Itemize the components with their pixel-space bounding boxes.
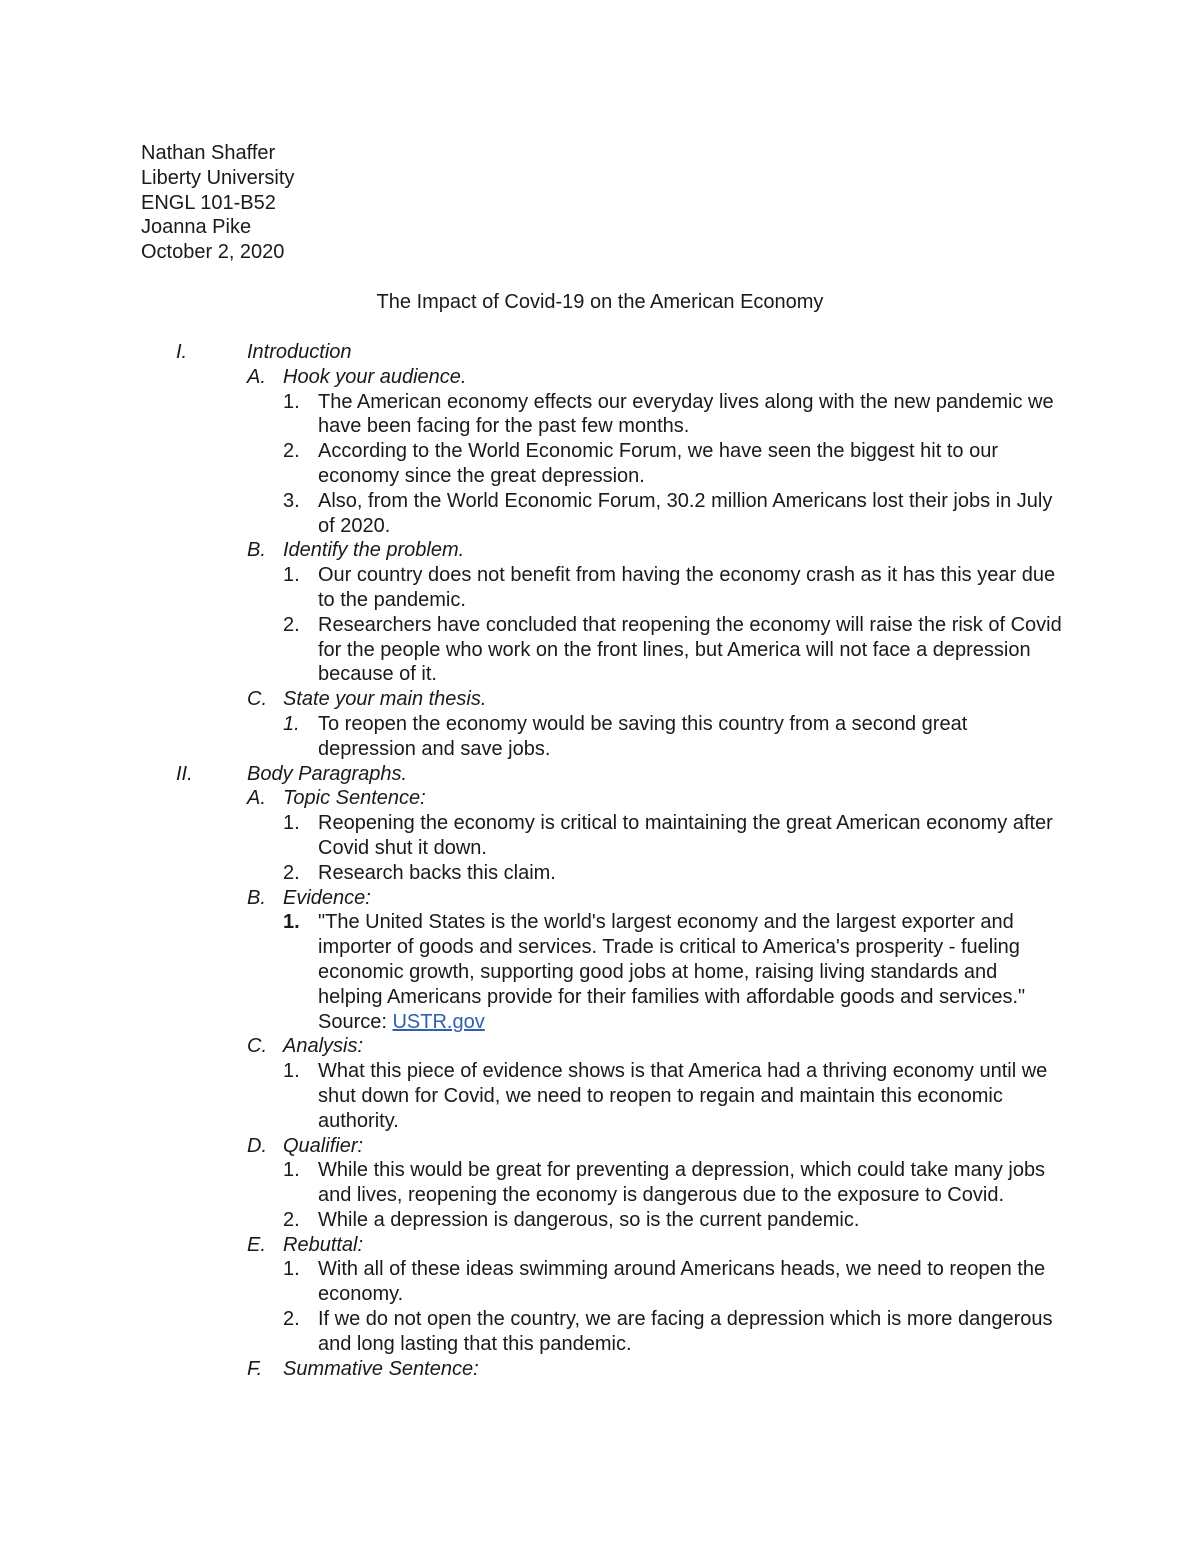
outline-marker: 1. [283,564,300,587]
outline-subsection [0,1357,1200,1382]
outline-subsection [0,786,1200,811]
outline-item [0,1059,1200,1133]
outline-item [0,1257,1200,1307]
outline-subheading: Analysis: [283,1035,364,1058]
outline-marker: E. [247,1233,266,1256]
outline-marker: 2. [283,613,300,636]
outline-subheading: Rebuttal: [283,1233,364,1256]
outline-item [0,1208,1200,1233]
outline-marker: I. [176,341,188,363]
outline-marker: B. [247,539,266,562]
document-title: The Impact of Covid-19 on the American Economy [376,291,824,313]
outline-item [0,1158,1200,1208]
source-link[interactable]: USTR.gov [392,1010,485,1033]
outline-item [0,910,1200,1034]
outline-marker: 1. [283,1159,300,1182]
outline-marker: 1. [283,712,300,735]
outline-item [0,439,1200,489]
outline-subheading: Qualifier: [283,1134,364,1157]
outline-item-text: The American economy effects our everyday lives along with the new pandemic we have been facing for the past few months. [318,390,1054,438]
outline-subsection [0,365,1200,390]
outline-marker: C. [247,688,267,711]
outline-item-text: Our country does not benefit from having the economy crash as it has this year due to the pandemic. [318,564,1056,611]
evidence-quote: "The United States is the world's largest economy and the largest exporter and importer of goods and services. Trade is critical to America's prosperity - fueling economic growth, supporting good jobs at home, raising living standards and helping Americans provide for their families with affordable goods and services." Source: [318,911,1026,1033]
outline-item [0,861,1200,886]
outline-heading: Body Paragraphs. [247,762,408,785]
outline-subsection [0,1134,1200,1159]
outline-marker: C. [247,1035,267,1058]
outline-item-text: While a depression is dangerous, so is the current pandemic. [318,1208,860,1231]
outline-marker: 3. [283,489,300,512]
outline-item-text: What this piece of evidence shows is that America had a thriving economy until we shut down for Covid, we need to reopen to regain and maintain this economic authority. [318,1060,1048,1132]
outline-item [0,712,1200,762]
outline [0,340,1200,1381]
outline-item-text: If we do not open the country, we are facing a depression which is more dangerous and long lasting that this pandemic. [318,1308,1053,1355]
author-name: Nathan Shaffer [141,142,276,164]
outline-item-text: Research backs this claim. [318,861,556,884]
outline-item [0,390,1200,440]
outline-marker: A. [247,787,266,810]
heading-block [141,141,294,265]
outline-section-introduction [0,340,1200,365]
outline-item [0,811,1200,861]
outline-item [0,489,1200,539]
outline-marker: 1. [283,911,300,934]
school-name: Liberty University [141,166,295,189]
outline-marker: 1. [283,390,300,413]
outline-marker: 2. [283,861,300,884]
outline-item-text [318,910,1063,1034]
outline-heading: Introduction [247,341,352,363]
outline-item-text: Reopening the economy is critical to maintaining the great American economy after Covid shut it down. [318,812,1053,859]
outline-subheading: Topic Sentence: [283,787,426,810]
outline-subsection [0,1233,1200,1258]
outline-item-text: With all of these ideas swimming around Americans heads, we need to reopen the economy. [318,1258,1046,1306]
outline-item-text: Also, from the World Economic Forum, 30.2 million Americans lost their jobs in July of 2020. [318,489,1053,537]
outline-marker: 1. [283,812,300,835]
outline-item-text: According to the World Economic Forum, we have seen the biggest hit to our economy since the great depression. [318,440,998,487]
outline-subheading: Evidence: [283,886,371,909]
outline-item [0,613,1200,687]
outline-section-body [0,762,1200,787]
outline-marker: 2. [283,1308,300,1331]
instructor-name: Joanna Pike [141,216,252,239]
outline-marker: 1. [283,1060,300,1083]
outline-item-text: Researchers have concluded that reopening the economy will raise the risk of Covid for the people who work on the front lines, but America will not face a depression because of it. [318,613,1062,686]
outline-subheading: Identify the problem. [283,539,465,562]
outline-subheading: Summative Sentence: [283,1357,479,1380]
outline-marker: 2. [283,440,300,463]
outline-subsection [0,538,1200,563]
outline-subsection [0,687,1200,712]
outline-item [0,563,1200,613]
course-code: ENGL 101-B52 [141,191,276,214]
outline-marker: II. [176,762,193,785]
outline-marker: 2. [283,1208,300,1231]
outline-subsection [0,886,1200,911]
outline-marker: F. [247,1357,263,1380]
outline-marker: A. [247,365,266,388]
document-date: October 2, 2020 [141,241,285,264]
outline-subheading: Hook your audience. [283,365,467,388]
outline-item-text: While this would be great for preventing a depression, which could take many jobs and lives, reopening the economy is dangerous due to the exposure to Covid. [318,1159,1046,1207]
outline-item [0,1307,1200,1357]
outline-marker: B. [247,886,266,909]
outline-subsection [0,1034,1200,1059]
outline-marker: 1. [283,1258,300,1281]
outline-marker: D. [247,1134,267,1157]
outline-subheading: State your main thesis. [283,688,487,711]
outline-item-text: To reopen the economy would be saving this country from a second great depression and save jobs. [318,712,968,760]
